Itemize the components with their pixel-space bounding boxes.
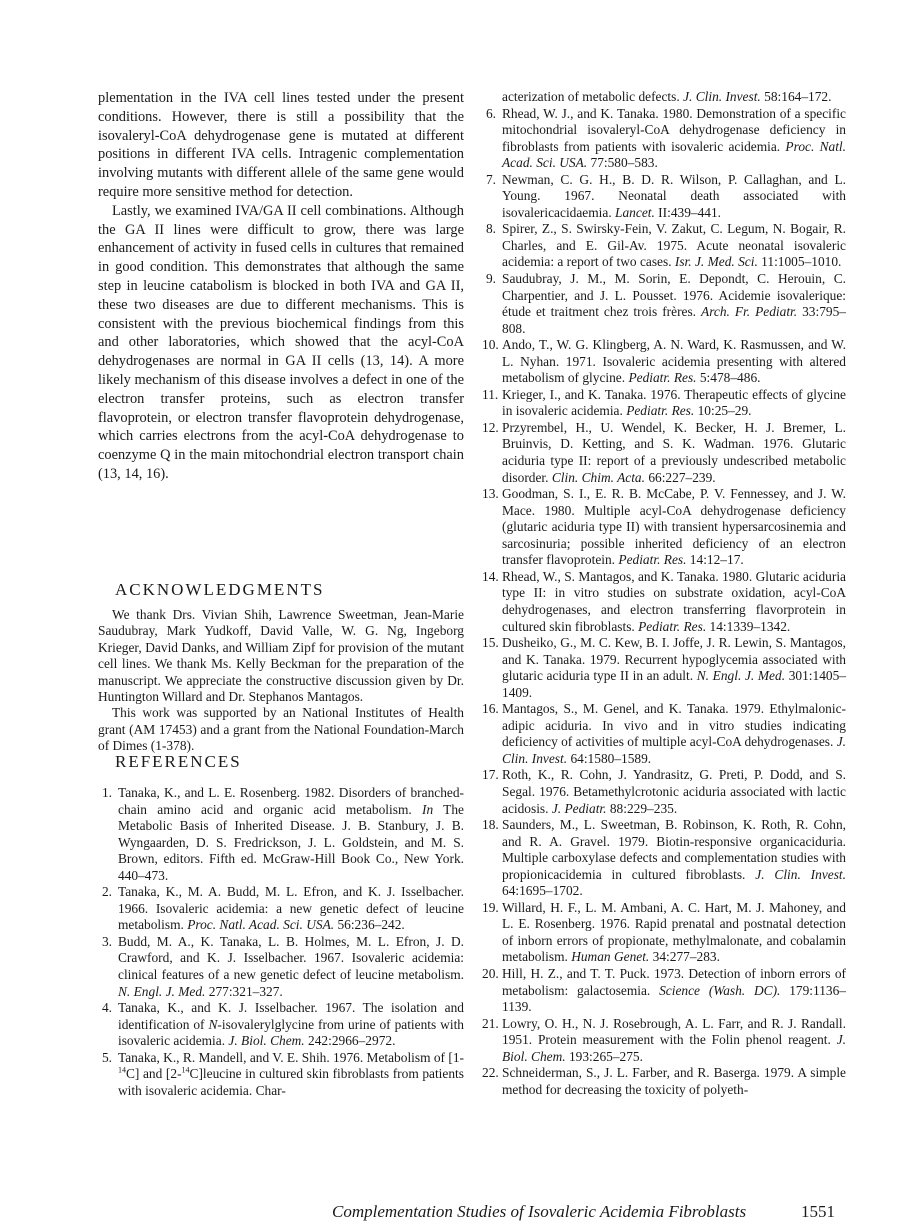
reference-text: 58:164–172. [760, 89, 832, 104]
reference-text: Rhead, W. J., and K. Tanaka. 1980. Demonstration of a specific mitochondrial isovaleryl-CoA dehydrogenase deficiency in fibroblasts from patients with isovaleric acidemia. [502, 105, 846, 154]
reference-item [98, 884, 464, 934]
reference-text: Willard, H. F., L. M. Ambani, A. C. Hart, M. J. Mahoney, and L. E. Rosenberg. 1976. Rapid prenatal and postnatal detection of inborn errors of propionate, methylmalonate, and cobalamin metabolism. [502, 899, 846, 965]
reference-journal: Proc. Natl. Acad. Sci. USA. [187, 917, 335, 933]
running-title: Complementation Studies of Isovaleric Acidemia Fibroblasts [332, 1202, 747, 1221]
reference-text: 179:1136–1139. [502, 982, 847, 1015]
reference-item [98, 1000, 464, 1050]
reference-text: Lowry, O. H., N. J. Rosebrough, A. L. Farr, and R. J. Randall. 1951. Protein measurement with the Folin phenol reagent. [502, 1015, 846, 1048]
reference-item [482, 1065, 846, 1098]
reference-number: 7. [485, 171, 496, 187]
discussion-text [98, 89, 464, 484]
reference-item [482, 387, 846, 420]
reference-journal: J. Biol. Chem. [502, 1032, 846, 1064]
reference-text: Spirer, Z., S. Swirsky-Fein, V. Zakut, C. Legum, N. Bogair, R. Charles, and E. Gil-Av. 1975. Acute neonatal isovaleric acidemia: a report of two cases. [502, 221, 846, 270]
discussion-paragraph: plementation in the IVA cell lines tested under the present conditions. However, there is still a possibility that the isovaleryl-CoA dehydrogenase gene is mutated at different positions in different IVA cells. Intragenic complementation involving mutants with different allele of the same gene would require more sensitive method for detection. [98, 90, 464, 200]
reference-journal: J. Biol. Chem. [228, 1033, 305, 1049]
reference-text: Newman, C. G. H., B. D. R. Wilson, P. Callaghan, and L. Young. 1967. Neonatal death associated with isovalericacidaemia. [502, 171, 846, 220]
reference-text: Przyrembel, H., U. Wendel, K. Becker, H. J. Bremer, L. Bruinvis, D. Ketting, and S. K. Wadman. 1976. Glutaric aciduria type II: report of a previously undescribed metabolic disorder. [502, 419, 846, 485]
page-number: 1551 [801, 1202, 835, 1221]
reference-item [482, 701, 846, 767]
reference-text: -isovalerylglycine from urine of patients with isovaleric acidemia. [118, 1016, 464, 1049]
reference-number: 6. [485, 105, 496, 121]
reference-text: 34:277–283. [649, 949, 720, 965]
reference-journal: J. Pediatr. [551, 800, 607, 816]
reference-text: Krieger, I., and K. Tanaka. 1976. Therapeutic effects of glycine in isovaleric acidemia. [502, 386, 846, 419]
reference-text: 88:229–235. [606, 800, 678, 816]
reference-superscript: 14 [181, 1065, 190, 1075]
reference-number: 10. [482, 337, 499, 353]
reference-number: 3. [101, 933, 112, 949]
reference-number: 1. [101, 785, 112, 800]
reference-item [482, 106, 846, 172]
reference-superscript: 14 [118, 1065, 126, 1075]
reference-item [482, 486, 846, 569]
reference-text: 77:580–583. [587, 155, 658, 171]
reference-text: Budd, M. A., K. Tanaka, L. B. Holmes, M. L. Efron, J. D. Crawford, and K. J. Isselbacher. 1967. Isovaleric acidemia: clinical features of a new genetic defect of leucine metabolism. [118, 933, 464, 983]
reference-text: Tanaka, K., and L. E. Rosenberg. 1982. Disorders of branched-chain amino acid and organic acid metabolism. [118, 785, 464, 817]
reference-journal: Pediatr. Res. [628, 370, 697, 386]
reference-text: 14:12–17. [686, 552, 744, 568]
reference-text: 301:1405–1409. [502, 668, 846, 700]
reference-text: Hill, H. Z., and T. T. Puck. 1973. Detection of inborn errors of metabolism: galactosemia. [502, 965, 846, 998]
reference-text: C] and [2- [126, 1066, 182, 1082]
reference-journal: Human Genet. [571, 949, 650, 965]
reference-text: Goodman, S. I., E. R. B. McCabe, P. V. Fennessey, and J. W. Mace. 1980. Multiple acyl-CoA dehydrogenase deficiency (glutaric aciduria type II) with transient hypersarcosinemia and sarcosinuria; possible inherited deficiency of an electron transfer flavoprotein. [502, 486, 846, 568]
reference-text: Mantagos, S., M. Genel, and K. Tanaka. 1979. Ethylmalonic-adipic aciduria. In vivo and in vitro studies indicating deficiency of activities of multiple acyl-CoA dehydrogenases. [502, 701, 846, 750]
reference-number: 21. [482, 1015, 499, 1031]
reference-item [482, 767, 846, 817]
reference-text: 64:1580–1589. [567, 750, 652, 766]
acknowledgments-heading: ACKNOWLEDGMENTS [115, 580, 325, 599]
reference-item [482, 966, 846, 1016]
reference-number: 16. [482, 701, 499, 717]
reference-journal: Proc. Natl. Acad. Sci. USA. [502, 138, 846, 171]
reference-item [482, 89, 846, 106]
reference-text: 56:236–242. [334, 917, 405, 933]
reference-item [482, 817, 846, 900]
reference-journal: In [421, 801, 434, 817]
reference-number: 15. [482, 635, 499, 651]
reference-number: 18. [482, 817, 499, 833]
reference-number: 2. [101, 884, 112, 900]
discussion-paragraph: Lastly, we examined IVA/GA II cell combinations. Although the GA II lines were difficult to grow, there was large enhancement of activity in fused cells in cultures that remained in good condition. This demonstrates that although the same step in leucine catabolism is blocked in both IVA and GA II, these two diseases are due to different mechanisms. This is consistent with the previous biochemical findings from this and other laboratories, which showed that the acyl-CoA dehydrogenases are normal in GA II cells (13, 14). A more likely mechanism of this disease involves a defect in one of the electron transfer proteins, such as electron transfer flavoprotein, or electron transfer flavoprotein dehydrogenase, which carries electrons from the acyl-CoA dehydrogenase to coenzyme Q in the main mitochondrial electron transport chain (13, 14, 16). [98, 202, 464, 482]
reference-item [482, 635, 846, 701]
reference-text: 11:1005–1010. [757, 254, 842, 270]
reference-text: acterization of metabolic defects. [502, 89, 684, 104]
reference-item [98, 1050, 464, 1100]
reference-text: Tanaka, K., M. A. Budd, M. L. Efron, and K. J. Isselbacher. 1966. Isovaleric acidemia: a new genetic defect of leucine metabolism. [118, 884, 464, 933]
reference-number: 11. [482, 386, 499, 402]
reference-journal: Lancet. [615, 204, 655, 220]
reference-text: 277:321–327. [205, 983, 283, 999]
reference-number: 13. [482, 486, 499, 502]
reference-text: Dusheiko, G., M. C. Kew, B. I. Joffe, J. R. Lewin, S. Mantagos, and K. Tanaka. 1979. Recurrent hypoglycemia associated with glutaric aciduria type II in an adult. [502, 635, 846, 684]
reference-number: 12. [482, 419, 499, 435]
reference-item [482, 271, 846, 337]
reference-text: 242:2966–2972. [304, 1033, 396, 1049]
references-heading: REFERENCES [115, 752, 242, 771]
reference-item [482, 420, 846, 486]
reference-text: The Metabolic Basis of Inherited Disease. J. B. Stanbury, J. B. Wyngaarden, D. S. Fredrickson, J. L. Goldstein, and M. S. Brown, editors. Fifth ed. McGraw-Hill Book Co., New York. 440–473. [118, 801, 464, 883]
reference-text: II:439–441. [654, 204, 722, 220]
references-list-right [482, 89, 846, 1098]
reference-text: Roth, K., R. Cohn, J. Yandrasitz, G. Preti, P. Dodd, and S. Segal. 1976. Betamethylcrotonic aciduria associated with lactic acidosis. [502, 767, 846, 816]
reference-number: 14. [482, 568, 499, 584]
reference-text: 5:478–486. [696, 370, 761, 386]
reference-number: 22. [482, 1065, 499, 1081]
reference-number: 4. [101, 1000, 112, 1016]
acknowledgments-paragraph: We thank Drs. Vivian Shih, Lawrence Sweetman, Jean-Marie Saudubray, Mark Yudkoff, David Valle, W. G. Ng, Ingeborg Krieger, David Danks, and William Zipf for provision of the mutant cell lines. We thank Ms. Kelly Beckman for the preparation of the manuscript. We appreciate the constructive discussion given by Dr. Huntington Willard and Dr. Stephanos Mantagos. [98, 607, 464, 705]
reference-journal: Arch. Fr. Pediatr. [701, 304, 798, 320]
reference-journal: J. Clin. Invest. [755, 866, 846, 882]
reference-journal: Clin. Chim. Acta. [551, 469, 645, 485]
acknowledgments-paragraph: This work was supported by an National Institutes of Health grant (AM 17453) and a grant from the National Foundation-March of Dimes (1-378). [98, 705, 464, 754]
reference-item [98, 934, 464, 1000]
reference-journal: Isr. J. Med. Sci. [674, 254, 758, 270]
reference-journal: Pediatr. Res. [626, 403, 695, 419]
reference-number: 19. [482, 899, 499, 915]
reference-text: Ando, T., W. G. Klingberg, A. N. Ward, K. Rasmussen, and W. L. Nyhan. 1971. Isovaleric acidemia presenting with altered metabolism of glycine. [502, 337, 846, 386]
reference-item [482, 569, 846, 635]
reference-text: C]leucine in cultured skin fibroblasts from patients with isovaleric acidemia. Char- [118, 1066, 464, 1098]
reference-item [98, 785, 464, 884]
reference-number: 9. [485, 271, 496, 287]
acknowledgments-text [98, 607, 464, 755]
reference-item [482, 1016, 846, 1066]
reference-journal: N. Engl. J. Med. [118, 983, 206, 999]
reference-text: Saunders, M., L. Sweetman, B. Robinson, K. Roth, R. Cohn, and R. A. Gravel. 1979. Biotin-responsive organicaciduria. Multiple carboxylase defects and complementation studies with propionicacidemia in cultured fibroblasts. [502, 817, 846, 882]
reference-number: 17. [482, 767, 499, 783]
reference-number: 5. [101, 1049, 112, 1065]
reference-text: Tanaka, K., and K. J. Isselbacher. 1967. The isolation and identification of [118, 1000, 464, 1032]
reference-item [482, 221, 846, 271]
reference-text: 66:227–239. [644, 469, 716, 485]
reference-journal: J. Clin. Invest. [683, 89, 761, 104]
reference-item [482, 172, 846, 222]
reference-item [482, 337, 846, 387]
reference-journal: Pediatr. Res. [638, 618, 707, 634]
reference-journal: Science (Wash. DC). [659, 982, 781, 998]
reference-text: 64:1695–1702. [502, 883, 583, 899]
reference-text: Schneiderman, S., J. L. Farber, and R. Baserga. 1979. A simple method for decreasing the toxicity of polyeth- [502, 1065, 846, 1097]
reference-number: 8. [485, 221, 496, 237]
reference-text: 14:1339–1342. [706, 618, 791, 634]
reference-text: 10:25–29. [694, 403, 752, 419]
reference-journal: N. Engl. J. Med. [696, 668, 786, 684]
reference-journal: N [208, 1016, 218, 1032]
reference-text: 193:265–275. [565, 1048, 643, 1064]
reference-text: Tanaka, K., R. Mandell, and V. E. Shih. 1976. Metabolism of [1- [118, 1049, 464, 1065]
references-list-left [98, 785, 464, 1099]
reference-text: Rhead, W., S. Mantagos, and K. Tanaka. 1980. Glutaric aciduria type II: in vitro studies on substrate oxidation, acyl-CoA dehydrogenases, and electron transferring flavorprotein in cultured skin fibroblasts. [502, 568, 846, 634]
reference-item [482, 900, 846, 966]
reference-text: 33:795–808. [502, 304, 846, 336]
reference-text: Saudubray, J. M., M. Sorin, E. Depondt, C. Herouin, C. Charpentier, and J. L. Pousset. 1976. Acidemie isovalerique: étude et traitment chez trois frères. [502, 271, 846, 320]
reference-number: 20. [482, 965, 499, 981]
reference-journal: Pediatr. Res. [618, 552, 687, 568]
reference-journal: J. Clin. Invest. [502, 734, 846, 766]
